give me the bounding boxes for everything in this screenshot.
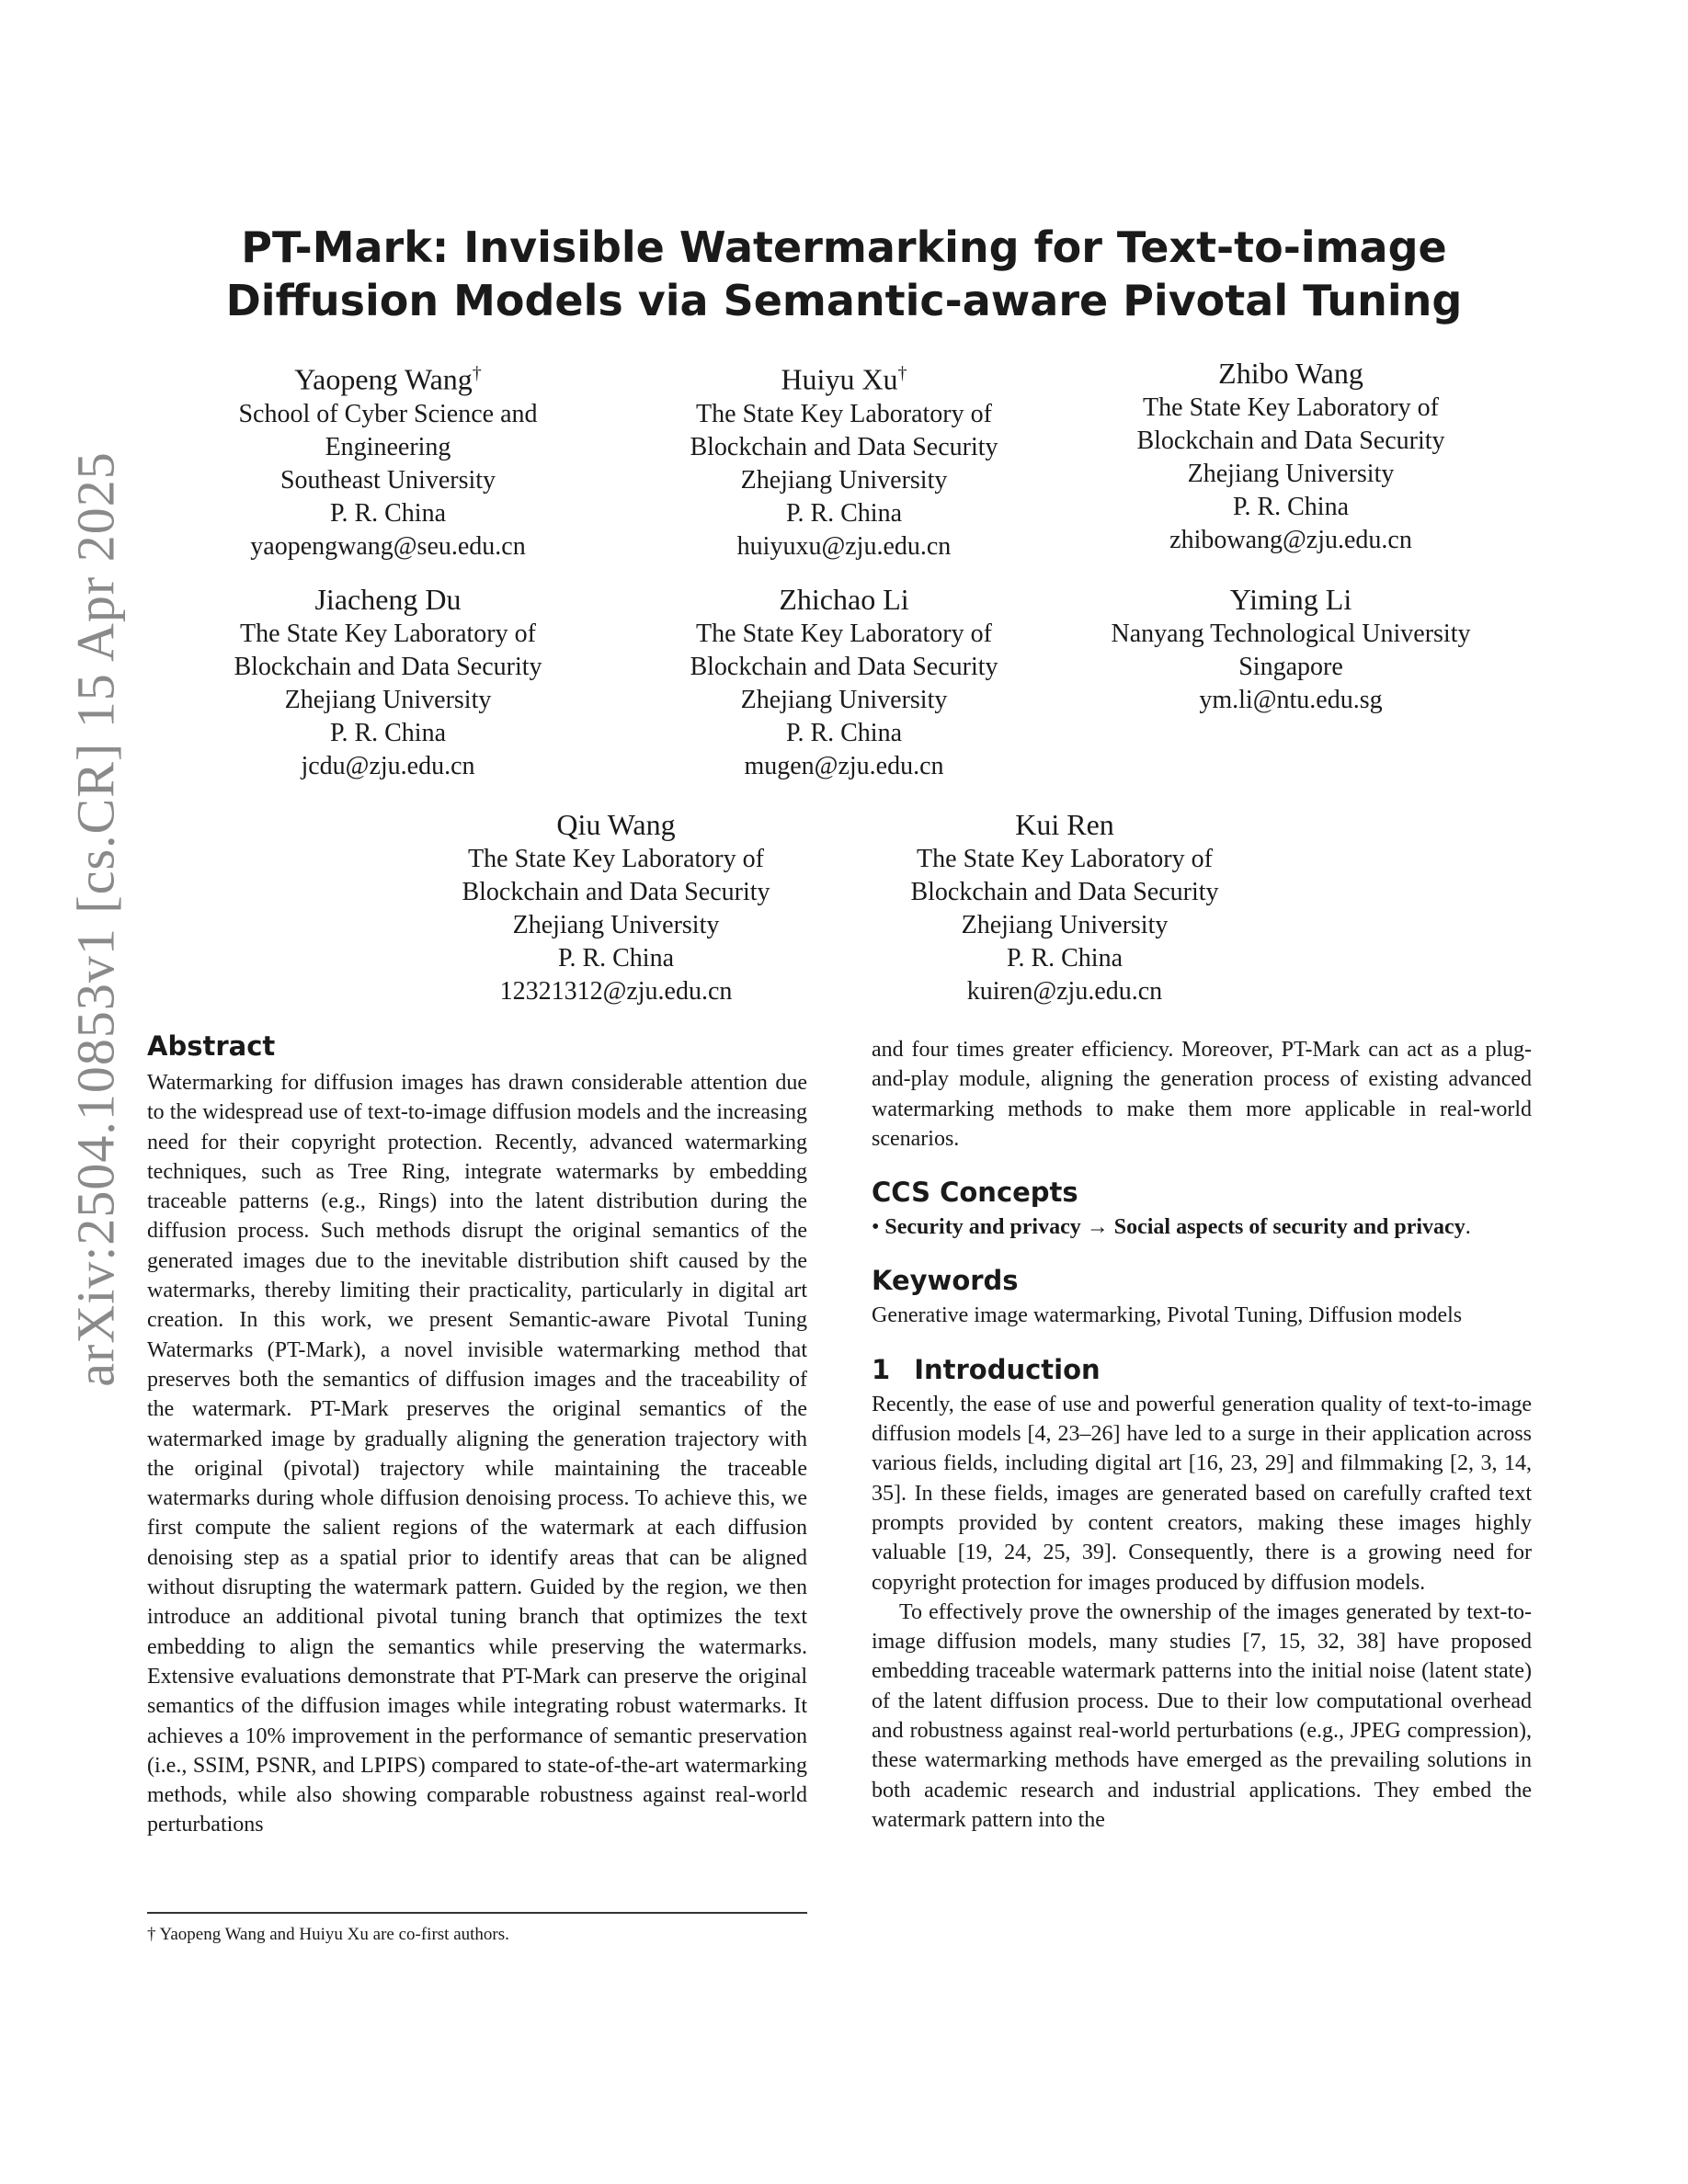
author-name: Yaopeng Wang† <box>294 362 482 396</box>
author-affiliation: The State Key Laboratory of <box>917 845 1213 873</box>
keywords-heading: Keywords <box>872 1265 1019 1297</box>
author-name: Jiacheng Du <box>314 583 462 616</box>
author-affiliation: The State Key Laboratory of <box>696 399 992 428</box>
author-affiliation: Blockchain and Data Security <box>1136 427 1445 455</box>
author-affiliation: Blockchain and Data Security <box>690 432 998 461</box>
author-email[interactable]: yaopengwang@seu.edu.cn <box>250 531 526 561</box>
author-country: P. R. China <box>329 719 447 747</box>
author-block <box>1089 581 1493 717</box>
section-title: Introduction <box>914 1353 1101 1385</box>
co-first-dagger: † <box>472 363 482 383</box>
introduction-paragraph: Recently, the ease of use and powerful generation quality of text-to-image diffusion models [4, 23–26] have led to a surge in their application across various fields, including digital art [16, 23, 29] and filmmaking [2, 3, 14, 35]. In these fields, images are generated based on carefully crafted text prompts provided by content creators, making these images highly valuable [19, 24, 25, 39]. Consequently, there is a growing need for copyright protection for images produced by diffusion models. <box>872 1392 1532 1595</box>
introduction-paragraph: To effectively prove the ownership of the images generated by text-to-image diffusion models, many studies [7, 15, 32, 38] have proposed embedding traceable watermark patterns into the initial noise (latent state) of the latent diffusion process. Due to their low computational overhead and robustness against real-world perturbations (e.g., JPEG compression), these watermarking methods have emerged as the prevailing solutions in both academic research and industrial applications. They embed the watermark pattern into the <box>872 1599 1532 1832</box>
footnote-divider <box>147 1912 807 1914</box>
title-line-1: PT-Mark: Invisible Watermarking for Text-to-image <box>241 222 1447 272</box>
right-column <box>872 1035 1532 1835</box>
author-email[interactable]: ym.li@ntu.edu.sg <box>1199 686 1383 714</box>
author-name: Zhibo Wang <box>1218 357 1363 390</box>
author-block <box>186 581 590 783</box>
abstract-continuation: and four times greater efficiency. Moreover, PT-Mark can act as a plug-and-play module, aligning the generation process of existing advanced watermarking methods to make them more applicable in real-world scenarios. <box>872 1038 1532 1151</box>
ccs-concept-text: Security and privacy → Social aspects of security and privacy <box>884 1215 1466 1240</box>
author-country: P. R. China <box>557 944 675 973</box>
introduction-heading <box>872 1351 1532 1388</box>
author-affiliation: Zhejiang University <box>1187 460 1395 488</box>
arxiv-identifier-stamp: arXiv:2504.10853v1 [cs.CR] 15 Apr 2025 <box>65 451 126 1387</box>
author-email[interactable]: huiyuxu@zju.edu.cn <box>736 531 952 561</box>
author-affiliation: Nanyang Technological University <box>1111 620 1471 648</box>
author-affiliation: Zhejiang University <box>740 465 948 495</box>
author-block <box>1089 355 1493 557</box>
author-affiliation: School of Cyber Science and <box>238 399 538 428</box>
author-block <box>642 355 1046 563</box>
author-affiliation: Zhejiang University <box>961 911 1169 939</box>
author-block <box>862 806 1267 1008</box>
author-country: P. R. China <box>785 719 903 747</box>
author-affiliation: Blockchain and Data Security <box>910 878 1219 906</box>
author-email[interactable]: kuiren@zju.edu.cn <box>966 977 1163 1006</box>
author-country: P. R. China <box>785 498 903 528</box>
author-name: Kui Ren <box>1015 808 1114 841</box>
author-country: P. R. China <box>1006 944 1123 973</box>
author-block <box>414 806 818 1008</box>
author-block <box>186 355 590 563</box>
bullet-glyph: • <box>872 1215 880 1240</box>
co-first-author-footnote: † Yaopeng Wang and Huiyu Xu are co-first authors. <box>147 1925 509 1944</box>
author-affiliation: Singapore <box>1238 653 1343 681</box>
keywords-text: Generative image watermarking, Pivotal Tuning, Diffusion models <box>872 1303 1463 1328</box>
author-country: P. R. China <box>1232 493 1350 521</box>
author-affiliation: The State Key Laboratory of <box>240 620 536 648</box>
author-affiliation: Blockchain and Data Security <box>234 653 542 681</box>
abstract-text: Watermarking for diffusion images has drawn considerable attention due to the widespread use of text-to-image diffusion models and the increasing need for their copyright protection. Recently, advanced watermarking techniques, such as Tree Ring, integrate watermarks by embedding traceable patterns (e.g., Rings) into the latent distribution during the diffusion process. Such methods disrupt the original semantics of the generated images due to the inevitable distribution shift caused by the watermarks, thereby limiting their practicality, particularly in digital art creation. In this work, we present Semantic-aware Pivotal Tuning Watermarks (PT-Mark), a novel invisible watermarking method that preserves both the semantics of diffusion images and the traceability of the watermark. PT-Mark preserves the original semantics of the watermarked image by gradually aligning the generation trajectory with the original (pivotal) trajectory while maintaining the traceable watermarks during whole diffusion denoising process. To achieve this, we first compute the salient regions of the watermark at each diffusion denoising step as a spatial prior to identify areas that can be aligned without disrupting the watermark pattern. Guided by the region, we then introduce an additional pivotal tuning branch that optimizes the text embedding to align the semantics while preserving the watermarks. Extensive evaluations demonstrate that PT-Mark can preserve the original semantics of the diffusion images while integrating robust watermarks. It achieves a 10% improvement in the performance of semantic preservation (i.e., SSIM, PSNR, and LPIPS) compared to state-of-the-art watermarking methods, while also showing comparable robustness against real-world perturbations <box>147 1071 807 1837</box>
author-email[interactable]: 12321312@zju.edu.cn <box>499 977 733 1006</box>
co-first-dagger: † <box>897 363 907 383</box>
author-name: Yiming Li <box>1229 583 1352 616</box>
abstract-heading: Abstract <box>147 1030 276 1062</box>
ccs-concept-entry: • Security and privacy → Social aspects of security and privacy. <box>872 1215 1471 1240</box>
author-affiliation: Zhejiang University <box>512 911 720 939</box>
author-affiliation: Zhejiang University <box>284 686 492 714</box>
author-name: Huiyu Xu† <box>781 362 907 396</box>
author-block <box>642 581 1046 783</box>
author-name: Qiu Wang <box>556 808 676 841</box>
author-affiliation: Zhejiang University <box>740 686 948 714</box>
author-email[interactable]: mugen@zju.edu.cn <box>744 752 944 780</box>
author-affiliation: Southeast University <box>279 465 496 495</box>
paper-title <box>147 221 1541 327</box>
author-country: P. R. China <box>329 498 447 528</box>
author-email[interactable]: jcdu@zju.edu.cn <box>301 752 475 780</box>
ccs-concepts-heading: CCS Concepts <box>872 1177 1078 1209</box>
author-affiliation: Blockchain and Data Security <box>462 878 770 906</box>
section-number: 1 <box>872 1353 891 1385</box>
title-line-2: Diffusion Models via Semantic-aware Pivotal Tuning <box>225 276 1463 325</box>
author-affiliation: Engineering <box>325 432 451 461</box>
author-affiliation: The State Key Laboratory of <box>1143 393 1439 422</box>
author-affiliation: The State Key Laboratory of <box>696 620 992 648</box>
author-name: Zhichao Li <box>779 583 909 616</box>
author-email[interactable]: zhibowang@zju.edu.cn <box>1169 526 1412 554</box>
author-affiliation: The State Key Laboratory of <box>468 845 764 873</box>
author-affiliation: Blockchain and Data Security <box>690 653 998 681</box>
abstract-section <box>147 1028 807 1840</box>
